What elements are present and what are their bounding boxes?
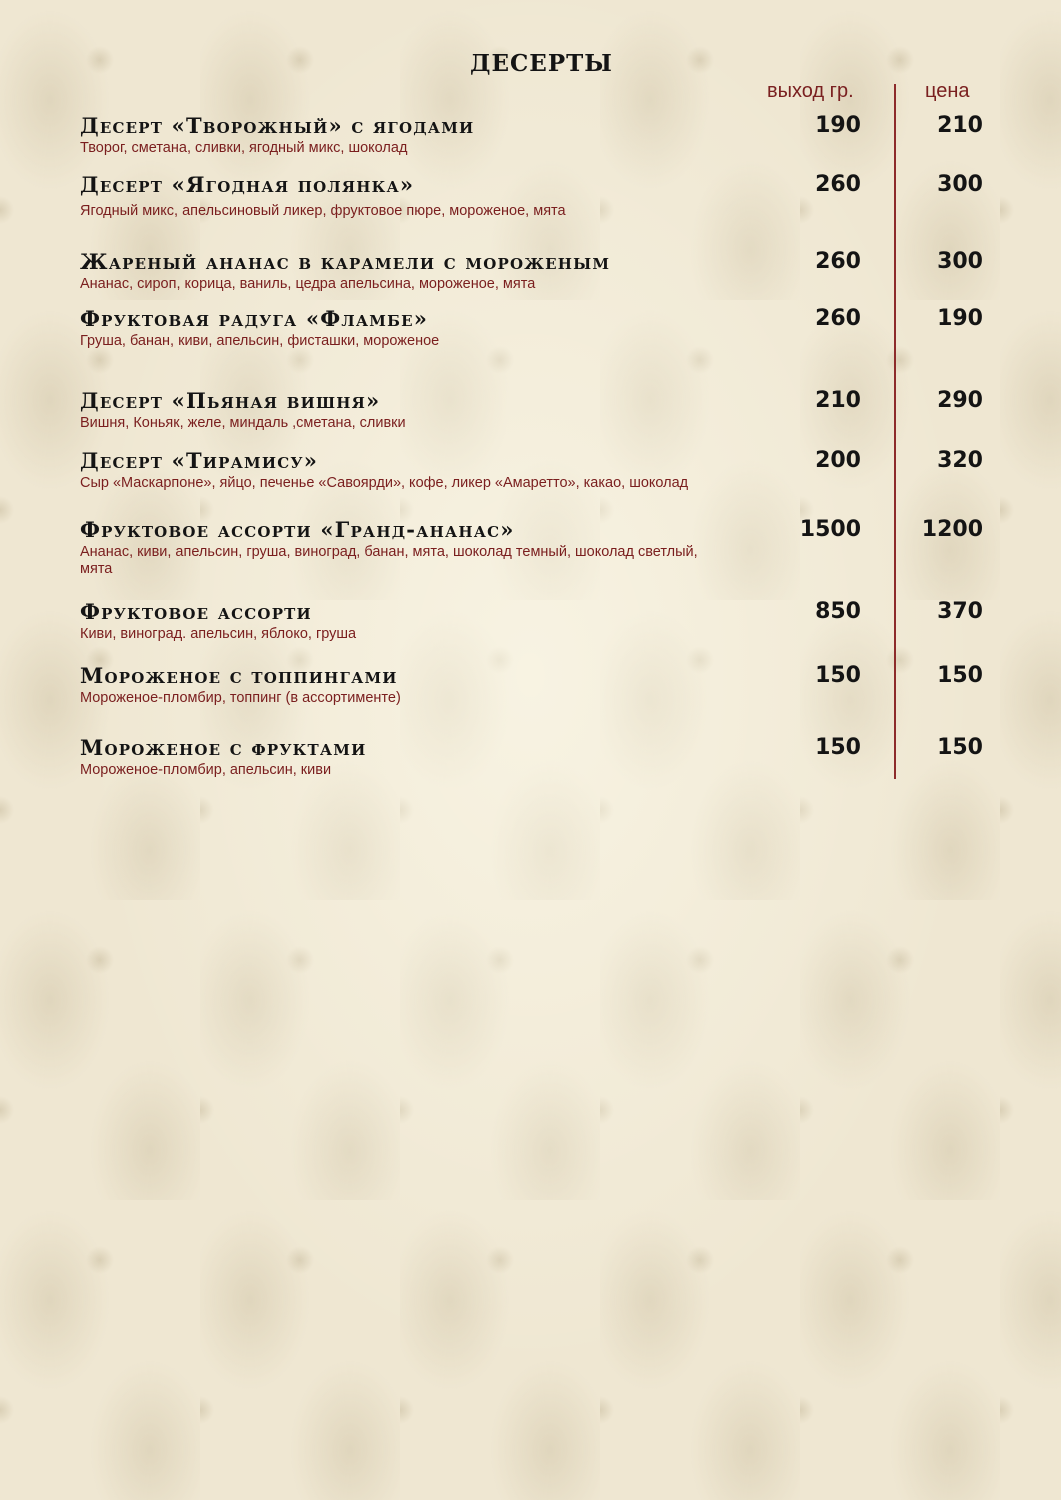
item-description: Мороженое-пломбир, апельсин, киви [80, 762, 332, 778]
item-price: 190 [937, 306, 983, 331]
item-name: Фруктовое ассорти [80, 599, 312, 624]
item-description: Мороженое-пломбир, топпинг (в ассортименте) [80, 690, 401, 706]
item-name: Мороженое с топпингами [80, 663, 398, 688]
item-name: Фруктовое ассорти «Гранд-ананас» [80, 517, 515, 542]
item-weight: 260 [815, 306, 861, 331]
item-name: Десерт «Творожный» с ягодами [80, 113, 475, 138]
item-weight: 850 [815, 599, 861, 624]
item-price: 370 [937, 599, 983, 624]
item-price: 150 [937, 735, 983, 760]
item-name: Жареный ананас в карамели с мороженым [80, 249, 611, 274]
item-name: Десерт «Ягодная полянка» [80, 172, 415, 197]
item-name: Десерт «Тирамису» [80, 448, 319, 473]
item-weight: 150 [815, 735, 861, 760]
menu-item [80, 113, 990, 157]
price-column-header: цена [925, 80, 970, 102]
item-price: 290 [937, 388, 983, 413]
menu-item [80, 388, 990, 432]
item-name: Мороженое с фруктами [80, 735, 367, 760]
item-weight: 260 [815, 172, 861, 197]
item-description: Ананас, киви, апельсин, груша, виноград, банан, мята, шоколад темный, шоколад светлый, мята [80, 544, 698, 577]
item-description: Ягодный микс, апельсиновый ликер, фруктовое пюре, мороженое, мята [80, 203, 566, 219]
item-name: Десерт «Пьяная вишня» [80, 388, 381, 413]
menu-item [80, 735, 990, 779]
item-price: 1200 [921, 517, 983, 542]
item-description: Ананас, сироп, корица, ваниль, цедра апельсина, мороженое, мята [80, 276, 536, 292]
item-name: Фруктовая радуга «Фламбе» [80, 306, 429, 331]
item-description: Творог, сметана, сливки, ягодный микс, шоколад [80, 140, 408, 156]
item-price: 150 [937, 663, 983, 688]
menu-item [80, 517, 990, 578]
item-weight: 150 [815, 663, 861, 688]
item-price: 300 [937, 172, 983, 197]
item-description: Сыр «Маскарпоне», яйцо, печенье «Савоярди», кофе, ликер «Амаретто», какао, шоколад [80, 475, 689, 491]
item-weight: 210 [815, 388, 861, 413]
item-price: 300 [937, 249, 983, 274]
item-description: Груша, банан, киви, апельсин, фисташки, мороженое [80, 333, 440, 349]
menu-item [80, 448, 990, 492]
item-weight: 260 [815, 249, 861, 274]
menu-item [80, 306, 990, 350]
item-description: Вишня, Коньяк, желе, миндаль ,сметана, сливки [80, 415, 406, 431]
page-title: ДЕСЕРТЫ [470, 50, 613, 77]
item-description: Киви, виноград. апельсин, яблоко, груша [80, 626, 357, 642]
item-price: 210 [937, 113, 983, 138]
item-price: 320 [937, 448, 983, 473]
menu-item [80, 599, 990, 643]
menu-item [80, 172, 990, 223]
item-weight: 190 [815, 113, 861, 138]
item-weight: 1500 [799, 517, 861, 542]
weight-column-header: выход гр. [767, 80, 854, 102]
item-weight: 200 [815, 448, 861, 473]
menu-item [80, 663, 990, 707]
menu-item [80, 249, 990, 293]
